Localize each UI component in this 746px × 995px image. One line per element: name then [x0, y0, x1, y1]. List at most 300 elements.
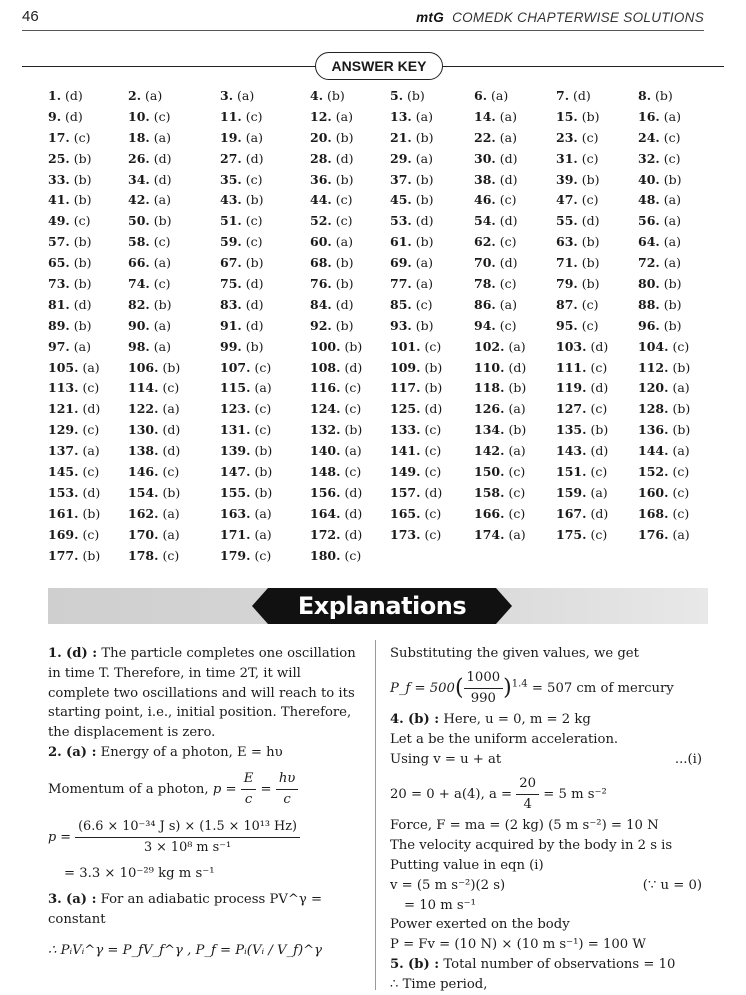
fraction	[241, 769, 257, 810]
answer-cell	[310, 485, 362, 500]
answer-option: (c)	[254, 547, 272, 563]
denominator: c	[244, 791, 253, 807]
answer-cell	[390, 506, 441, 521]
question-number: 66.	[128, 255, 150, 271]
question-number: 57.	[48, 234, 70, 250]
answer-cell	[638, 422, 690, 437]
answer-option: (c)	[499, 317, 517, 333]
answer-option: (d)	[153, 150, 172, 166]
question-number: 118.	[474, 380, 505, 396]
answer-option: (c)	[335, 213, 353, 229]
answer-cell	[638, 109, 681, 124]
explanation-1	[48, 644, 366, 743]
answer-option: (c)	[424, 338, 442, 354]
answer-cell	[638, 213, 681, 228]
fraction	[464, 668, 504, 709]
answer-option: (a)	[153, 255, 171, 271]
answer-cell	[556, 88, 591, 103]
answer-cell	[556, 485, 608, 500]
explanation-text: Here, u = 0, m = 2 kg	[443, 712, 591, 728]
answer-option: (c)	[499, 192, 517, 208]
answer-option: (a)	[663, 108, 681, 124]
answer-option: (b)	[508, 422, 527, 438]
answer-option: (a)	[508, 526, 526, 542]
answer-key-title: ANSWER KEY	[315, 52, 443, 80]
answer-option: (c)	[672, 484, 690, 500]
answer-option: (b)	[254, 464, 273, 480]
answer-option: (c)	[581, 129, 599, 145]
explanation-4	[390, 710, 708, 730]
answer-cell	[220, 109, 263, 124]
answer-cell	[128, 234, 171, 249]
answer-cell	[638, 464, 689, 479]
question-number: 135.	[556, 422, 587, 438]
answer-option: (c)	[254, 401, 272, 417]
answer-option: (a)	[344, 443, 362, 459]
answer-cell	[48, 339, 91, 354]
answer-cell	[220, 548, 271, 563]
answer-cell	[48, 506, 100, 521]
answer-row	[48, 192, 708, 213]
question-number: 49.	[48, 213, 70, 229]
answer-option: (b)	[655, 88, 673, 103]
question-number: 5.	[390, 956, 404, 972]
question-number: 158.	[474, 484, 505, 500]
question-number: 27.	[220, 150, 242, 166]
denominator: 990	[470, 690, 496, 706]
question-number: 62.	[474, 234, 496, 250]
answer-cell	[48, 360, 100, 375]
answer-cell	[310, 464, 361, 479]
answer-option: (b)	[245, 192, 264, 208]
fraction	[516, 774, 539, 815]
answer-cell	[220, 485, 272, 500]
answer-option: (a)	[335, 108, 353, 124]
question-number: 178.	[128, 547, 159, 563]
question-number: 143.	[556, 443, 587, 459]
equation-tag: ...(i)	[674, 751, 702, 767]
question-number: 176.	[638, 526, 669, 542]
answer-cell	[390, 485, 442, 500]
numerator: hυ	[276, 769, 299, 790]
answer-cell	[128, 109, 171, 124]
answer-row	[48, 401, 708, 422]
question-number: 122.	[128, 401, 159, 417]
question-number: 175.	[556, 526, 587, 542]
answer-cell	[638, 130, 681, 145]
answer-cell	[556, 401, 607, 416]
answer-option: (c)	[590, 526, 608, 542]
question-number: 107.	[220, 359, 251, 375]
answer-cell	[390, 401, 442, 416]
question-number: 67.	[220, 255, 242, 271]
answer-option: (c)	[344, 401, 362, 417]
explanation-line: = 10 m s⁻¹	[404, 897, 476, 913]
answer-option: (c)	[73, 213, 91, 229]
question-number: 71.	[556, 255, 578, 271]
answer-option: (a)	[245, 129, 263, 145]
answer-option: (b) :	[407, 712, 440, 728]
answer-option: (b)	[672, 359, 691, 375]
answer-option: (b)	[245, 255, 264, 271]
answer-row	[48, 88, 708, 109]
question-number: 50.	[128, 213, 150, 229]
answer-cell	[220, 192, 264, 207]
answer-cell	[390, 88, 425, 103]
answer-cell	[474, 276, 517, 291]
question-number: 14.	[474, 108, 496, 124]
answer-option: (d)	[162, 443, 181, 459]
answer-option: (b)	[663, 276, 682, 292]
question-number: 44.	[310, 192, 332, 208]
question-number: 154.	[128, 484, 159, 500]
question-number: 41.	[48, 192, 70, 208]
answer-row	[48, 380, 708, 401]
answer-cell	[128, 213, 172, 228]
question-number: 47.	[556, 192, 578, 208]
answer-option: (c)	[590, 401, 608, 417]
answer-cell	[556, 234, 600, 249]
answer-option: (d)	[344, 359, 363, 375]
answer-option: (d)	[573, 88, 591, 103]
answer-cell	[48, 318, 92, 333]
answer-option: (d)	[344, 505, 363, 521]
equation-rhs: = 507 cm of mercury	[531, 680, 674, 696]
answer-option: (c)	[82, 526, 100, 542]
answer-cell	[638, 318, 682, 333]
answer-cell	[48, 213, 91, 228]
answer-option: (c)	[672, 505, 690, 521]
answer-option: (a) :	[65, 891, 97, 907]
answer-cell	[310, 172, 354, 187]
question-number: 77.	[390, 276, 412, 292]
numerator: 1000	[464, 668, 504, 689]
explanations-right-column	[390, 644, 708, 995]
question-number: 92.	[310, 317, 332, 333]
answer-cell	[310, 192, 353, 207]
explanation-text: Energy of a photon, E = hυ	[100, 744, 283, 760]
answer-option: (c)	[663, 150, 681, 166]
equation-lhs: 20 = 0 + a(4), a =	[390, 786, 513, 802]
answer-option: (b)	[415, 192, 434, 208]
question-number: 72.	[638, 255, 660, 271]
answer-cell	[310, 506, 362, 521]
answer-cell	[48, 276, 92, 291]
question-number: 78.	[474, 276, 496, 292]
answer-cell	[556, 422, 608, 437]
question-number: 140.	[310, 443, 341, 459]
question-number: 33.	[48, 171, 70, 187]
answer-row	[48, 255, 708, 276]
answer-option: (b)	[415, 234, 434, 250]
question-number: 23.	[556, 129, 578, 145]
question-number: 153.	[48, 484, 79, 500]
answer-cell	[474, 339, 526, 354]
question-number: 159.	[556, 484, 587, 500]
question-number: 1.	[48, 646, 62, 661]
question-number: 120.	[638, 380, 669, 396]
answer-option: (d)	[499, 255, 518, 271]
question-number: 115.	[220, 380, 251, 396]
question-number: 56.	[638, 213, 660, 229]
answer-cell	[556, 360, 607, 375]
answer-cell	[556, 192, 599, 207]
answer-option: (d) :	[65, 646, 98, 661]
answer-cell	[390, 318, 434, 333]
answer-option: (a)	[508, 338, 526, 354]
answer-option: (d)	[581, 213, 600, 229]
answer-cell	[310, 318, 354, 333]
answer-option: (a)	[508, 401, 526, 417]
answer-cell	[638, 380, 690, 395]
question-number: 31.	[556, 150, 578, 166]
question-number: 75.	[220, 276, 242, 292]
answer-cell	[474, 172, 518, 187]
answer-option: (a)	[82, 359, 100, 375]
answer-cell	[390, 339, 441, 354]
question-number: 64.	[638, 234, 660, 250]
answer-cell	[390, 443, 441, 458]
answer-option: (b)	[581, 255, 600, 271]
question-number: 112.	[638, 359, 669, 375]
answer-cell	[638, 88, 673, 103]
question-number: 125.	[390, 401, 421, 417]
question-number: 37.	[390, 171, 412, 187]
question-number: 130.	[128, 422, 159, 438]
answer-option: (a)	[663, 255, 681, 271]
answer-option: (c)	[162, 464, 180, 480]
answer-option: (b)	[73, 150, 92, 166]
answer-option: (b)	[407, 88, 425, 103]
question-number: 35.	[220, 171, 242, 187]
question-number: 129.	[48, 422, 79, 438]
answer-row	[48, 527, 708, 548]
question-number: 21.	[390, 129, 412, 145]
question-number: 95.	[556, 317, 578, 333]
answer-option: (c)	[245, 234, 263, 250]
question-number: 12.	[310, 108, 332, 124]
question-number: 138.	[128, 443, 159, 459]
answer-option: (d)	[344, 484, 363, 500]
question-number: 127.	[556, 401, 587, 417]
answer-cell	[128, 297, 172, 312]
answer-row	[48, 213, 708, 234]
answer-cell	[474, 401, 526, 416]
answer-option: (d)	[344, 526, 363, 542]
momentum-calculation	[48, 817, 366, 858]
question-number: 3.	[48, 891, 62, 907]
answer-option: (a)	[162, 505, 180, 521]
question-number: 81.	[48, 296, 70, 312]
answer-row	[48, 443, 708, 464]
question-number: 149.	[390, 464, 421, 480]
answer-option: (c)	[508, 505, 526, 521]
question-number: 91.	[220, 317, 242, 333]
question-number: 137.	[48, 443, 79, 459]
answer-option: (c)	[590, 359, 608, 375]
answer-cell	[556, 318, 599, 333]
question-number: 114.	[128, 380, 159, 396]
question-number: 145.	[48, 464, 79, 480]
answer-option: (b)	[508, 380, 527, 396]
answer-option: (d)	[590, 380, 609, 396]
answer-cell	[556, 276, 600, 291]
answer-option: (b)	[335, 171, 354, 187]
answer-option: (a)	[153, 317, 171, 333]
answer-option: (b)	[672, 401, 691, 417]
question-number: 90.	[128, 317, 150, 333]
answer-cell	[48, 380, 99, 395]
answer-option: (d)	[245, 296, 264, 312]
answer-option: (c)	[415, 296, 433, 312]
answer-cell	[474, 527, 526, 542]
question-number: 69.	[390, 255, 412, 271]
question-number: 39.	[556, 171, 578, 187]
answer-cell	[48, 485, 100, 500]
answer-cell	[220, 255, 264, 270]
question-number: 80.	[638, 276, 660, 292]
answer-option: (c)	[344, 464, 362, 480]
answer-cell	[310, 130, 354, 145]
answer-cell	[310, 527, 362, 542]
answer-option: (c)	[245, 171, 263, 187]
explanations-left-column	[48, 644, 366, 961]
answer-row	[48, 548, 708, 569]
answer-cell	[474, 422, 526, 437]
answer-option: (b)	[73, 276, 92, 292]
answer-option: (d)	[415, 213, 434, 229]
answer-option: (c)	[254, 359, 272, 375]
answer-cell	[220, 234, 263, 249]
question-number: 173.	[390, 526, 421, 542]
answer-cell	[638, 192, 681, 207]
question-number: 68.	[310, 255, 332, 271]
answer-cell	[128, 527, 180, 542]
answer-cell	[310, 548, 361, 563]
answer-option: (a)	[415, 150, 433, 166]
exponent: 1.4	[511, 678, 528, 690]
answer-option: (d)	[153, 171, 172, 187]
answer-cell	[220, 380, 272, 395]
answer-option: (a)	[508, 443, 526, 459]
answer-row	[48, 506, 708, 527]
question-number: 150.	[474, 464, 505, 480]
question-number: 110.	[474, 359, 505, 375]
question-number: 29.	[390, 150, 412, 166]
question-number: 36.	[310, 171, 332, 187]
question-number: 74.	[128, 276, 150, 292]
question-number: 126.	[474, 401, 505, 417]
answer-option: (c)	[499, 234, 517, 250]
question-number: 128.	[638, 401, 669, 417]
question-number: 136.	[638, 422, 669, 438]
question-number: 53.	[390, 213, 412, 229]
question-number: 165.	[390, 505, 421, 521]
explanation-line	[390, 876, 708, 896]
answer-cell	[638, 151, 681, 166]
answer-option: (b)	[335, 317, 354, 333]
answer-option: (b)	[254, 484, 273, 500]
denominator: 3 × 10⁸ m s⁻¹	[143, 840, 232, 856]
question-number: 100.	[310, 338, 341, 354]
answer-cell	[390, 360, 442, 375]
answer-cell	[48, 464, 99, 479]
question-number: 9.	[48, 108, 62, 124]
answer-option: (c)	[581, 317, 599, 333]
answer-option: (b)	[335, 129, 354, 145]
equation-rhs: = 5 m s⁻²	[543, 786, 607, 802]
question-number: 160.	[638, 484, 669, 500]
answer-cell	[220, 422, 271, 437]
question-number: 24.	[638, 129, 660, 145]
question-number: 32.	[638, 150, 660, 166]
question-number: 105.	[48, 359, 79, 375]
question-number: 109.	[390, 359, 421, 375]
answer-option: (a)	[590, 484, 608, 500]
question-number: 163.	[220, 505, 251, 521]
question-number: 88.	[638, 296, 660, 312]
fraction	[75, 817, 300, 858]
answer-option: (b)	[424, 359, 443, 375]
answer-cell	[474, 151, 518, 166]
question-number: 151.	[556, 464, 587, 480]
answer-option: (d)	[245, 317, 264, 333]
question-number: 38.	[474, 171, 496, 187]
explanations-title: Explanations	[297, 592, 467, 620]
question-number: 174.	[474, 526, 505, 542]
answer-cell	[220, 443, 272, 458]
answer-cell	[556, 109, 600, 124]
answer-option: (c)	[82, 422, 100, 438]
answer-cell	[220, 506, 272, 521]
question-number: 20.	[310, 129, 332, 145]
answer-cell	[474, 380, 526, 395]
explanation-line: P = Fv = (10 N) × (10 m s⁻¹) = 100 W	[390, 937, 646, 953]
answer-option: (a)	[663, 213, 681, 229]
answer-row	[48, 151, 708, 172]
answer-row	[48, 276, 708, 297]
answer-cell	[556, 297, 599, 312]
answer-cell	[220, 318, 264, 333]
equation: Using v = u + at	[390, 751, 502, 767]
question-number: 133.	[390, 422, 421, 438]
numerator: (6.6 × 10⁻³⁴ J s) × (1.5 × 10¹³ Hz)	[75, 817, 300, 838]
answer-option: (d)	[73, 296, 92, 312]
question-number: 152.	[638, 464, 669, 480]
answer-option: (d)	[335, 150, 354, 166]
question-number: 25.	[48, 150, 70, 166]
question-number: 155.	[220, 484, 251, 500]
equation-lhs: p =	[212, 781, 237, 797]
question-number: 148.	[310, 464, 341, 480]
question-number: 79.	[556, 276, 578, 292]
question-number: 108.	[310, 359, 341, 375]
answer-option: (d)	[65, 108, 83, 124]
answer-cell	[390, 422, 441, 437]
answer-cell	[638, 485, 689, 500]
explanation-text: The particle completes one oscillation in time T. Therefore, in time 2T, it will complete two oscillations and will reach to its starting point, i.e., initial position. Therefore, the displacement is zero.	[48, 646, 356, 741]
question-number: 113.	[48, 380, 79, 396]
answer-option: (b)	[415, 129, 434, 145]
answer-cell	[556, 130, 599, 145]
answer-option: (b)	[82, 505, 101, 521]
answer-cell	[556, 380, 608, 395]
answer-option: (c)	[424, 422, 442, 438]
answer-cell	[556, 506, 608, 521]
answer-option: (a)	[672, 380, 690, 396]
answer-option: (b)	[663, 317, 682, 333]
answer-option: (b)	[254, 443, 273, 459]
